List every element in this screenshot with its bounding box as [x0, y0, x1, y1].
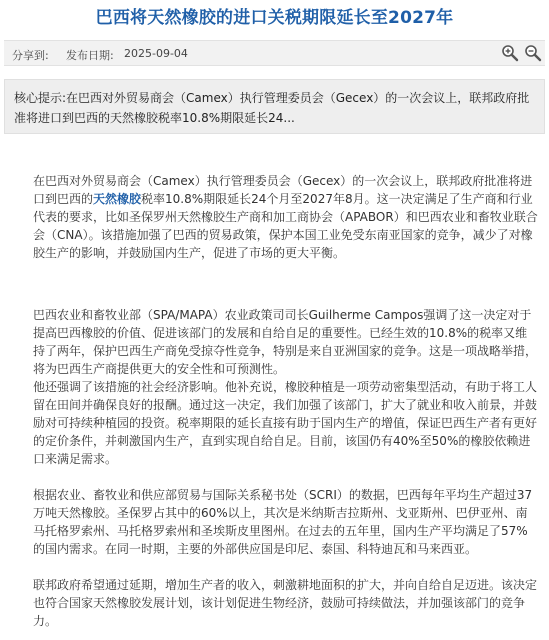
- title-area: [0, 0, 549, 36]
- paragraph-3: 他还强调了该措施的社会经济影响。他补充说，橡胶种植是一项劳动密集型活动，有助于将工人留在田间并确保良好的报酬。通过这一决定，我们加强了该部门，扩大了就业和收入前景，并鼓励对可持续种植园的投资。税率期限的延长直接有助于国内生产的增值，保证巴西生产者有更好的定价条件，并刺激国内生产，直到实现自给自足。目前，该国仍有40%至50%的橡胶依赖进口来满足需求。: [33, 380, 538, 466]
- article-title: 巴西将天然橡胶的进口关税期限延长至2027年: [95, 8, 454, 28]
- paragraph-5: 联邦政府希望通过延期，增加生产者的收入，刺激耕地面积的扩大，并向自给自足迈进。该决定也符合国家天然橡胶发展计划，该计划促进生物经济，鼓励可持续做法，并加强该部门的竞争力。: [33, 578, 538, 628]
- date-label: 发布日期:: [66, 49, 114, 62]
- p1-text-start: 在巴西对外贸易商会（Camex）执行管理委员会（Gecex）的一次会议上，联邦政府批准将进口到巴西的: [33, 174, 533, 206]
- meta-bar: [4, 40, 545, 66]
- paragraph-2: 巴西农业和畜牧业部（SPA/MAPA）农业政策司司长Guilherme Campos强调了这一决定对于提高巴西橡胶的价值、促进该部门的发展和自给自足的重要性。已经生效的10.8%的税率又维持了两年，保护巴西生产商免受掠夺性竞争，特别是来自亚洲国家的竞争。这是一项战略举措，将为巴西生产商提供更大的安全性和可预测性。: [33, 308, 538, 376]
- p1-text-end: 税率10.8%期限延长24个月至2027年8月。这一决定满足了生产商和行业代表的要求，比如圣保罗州天然橡胶生产商和加工商协会（APABOR）和巴西农业和畜牧业联合会（CNA）。该措施加强了巴西的贸易政策，保护本国工业免受东南亚国家的竞争，减少了对橡胶生产的影响，并鼓励国内生产，促进了市场的更大平衡。: [33, 192, 538, 260]
- paragraph-1: [33, 172, 539, 262]
- share-label[interactable]: 分享到:: [12, 49, 49, 62]
- summary-label: 核心提示:: [14, 91, 67, 105]
- keyword-link[interactable]: 天然橡胶: [93, 192, 142, 206]
- zoom-out-icon[interactable]: [524, 44, 542, 62]
- paragraph-4: 根据农业、畜牧业和供应部贸易与国际关系秘书处（SCRI）的数据，巴西每年平均生产超过37万吨天然橡胶。圣保罗占其中的60%以上，其次是米纳斯吉拉斯州、戈亚斯州、巴伊亚州、南马托格罗索州、马托格罗索州和圣埃斯皮里图州。在过去的五年里，国内生产平均满足了57%的国内需求。在同一时期，主要的外部供应国是印尼、泰国、科特迪瓦和马来西亚。: [33, 488, 533, 556]
- summary-box: [4, 79, 545, 134]
- publish-date: 2025-09-04: [124, 47, 188, 60]
- zoom-in-icon[interactable]: [501, 44, 519, 62]
- summary-text: 在巴西对外贸易商会（Camex）执行管理委员会（Gecex）的一次会议上，联邦政府批准将进口到巴西的天然橡胶税率10.8%期限延长24...: [14, 91, 530, 125]
